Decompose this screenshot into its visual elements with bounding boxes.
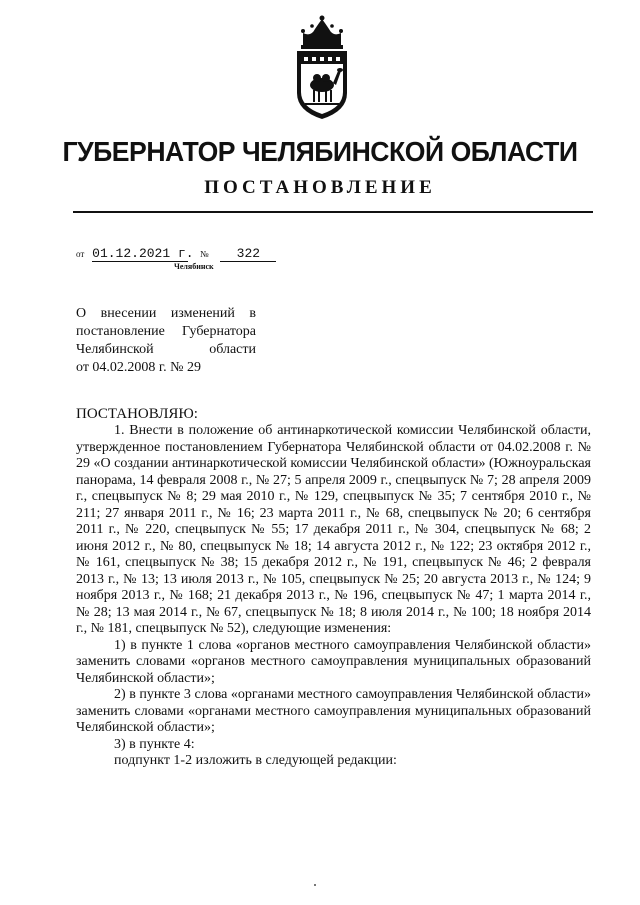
subject-line: О внесении изменений в bbox=[76, 306, 256, 321]
date-number-line bbox=[76, 246, 276, 262]
document-date: 01.12.2021 г. bbox=[92, 246, 194, 261]
scan-speck bbox=[314, 884, 316, 886]
governor-title: ГУБЕРНАТОР ЧЕЛЯБИНСКОЙ ОБЛАСТИ bbox=[62, 136, 578, 167]
document-body bbox=[76, 405, 591, 770]
number-label: № bbox=[199, 249, 209, 259]
document-type: ПОСТАНОВЛЕНИЕ bbox=[204, 177, 436, 198]
coat-of-arms-emblem bbox=[291, 15, 353, 123]
from-label: от bbox=[76, 249, 85, 259]
paragraph-4: 3) в пункте 4: bbox=[114, 736, 195, 752]
header-divider bbox=[73, 211, 593, 213]
paragraph-1: 1. Внести в положение об антинаркотической комиссии Челябинской области, утвержденное постановлением Губернатора Челябинской области от 04.02.2008 г. № 29 «О создании антинаркотической комиссии Челябинской области» (Южноуральская панорама, 14 февраля 2008 г., № 27; 5 апреля 2009 г., спецвыпуск № 7; 28 апреля 2009 г., спецвыпуск № 8; 29 мая 2010 г., № 129, спецвыпуск № 35; 7 сентября 2010 г., № 211; 27 января 2011 г., № 16; 23 марта 2011 г., № 68, спецвыпуск № 20; 6 сентября 2011 г., № 220, спецвыпуск № 55; 17 декабря 2011 г., № 304, спецвыпуск № 68; 2 июня 2012 г., № 80, спецвыпуск № 18; 14 августа 2012 г., № 122; 23 октября 2012 г., № 161, спецвыпуск № 38; 15 декабря 2012 г., № 191, спецвыпуск № 46; 2 февраля 2013 г., № 13; 13 июля 2013 г., № 105, спецвыпуск № 25; 20 августа 2013 г., № 124; 9 ноября 2013 г., № 168; 21 декабря 2013 г., № 196, спецвыпуск № 47; 1 марта 2014 г., № 28; 13 мая 2014 г., № 67, спецвыпуск № 18; 8 июля 2014 г., № 100; 18 ноября 2014 г., № 181, спецвыпуск № 52), следующие изменения: bbox=[76, 423, 591, 636]
resolution-lead: ПОСТАНОВЛЯЮ: bbox=[76, 406, 198, 422]
subject-line: постановление Губернатора bbox=[76, 324, 256, 339]
paragraph-5: подпункт 1-2 изложить в следующей редакции: bbox=[114, 753, 397, 768]
subject-line: от 04.02.2008 г. № 29 bbox=[76, 360, 201, 375]
city-label: Челябинск bbox=[174, 262, 214, 271]
subject-line: Челябинской области bbox=[76, 342, 256, 357]
document-number: 322 bbox=[220, 247, 276, 262]
paragraph-3: 2) в пункте 3 слова «органами местного самоуправления Челябинской области» заменить словами «органами местного самоуправления муниципальных образований Челябинской области»; bbox=[76, 687, 591, 735]
document-subject bbox=[76, 305, 256, 377]
paragraph-2: 1) в пункте 1 слова «органов местного самоуправления Челябинской области» заменить словами «органов местного самоуправления муниципальных образований Челябинской области»; bbox=[76, 637, 591, 686]
